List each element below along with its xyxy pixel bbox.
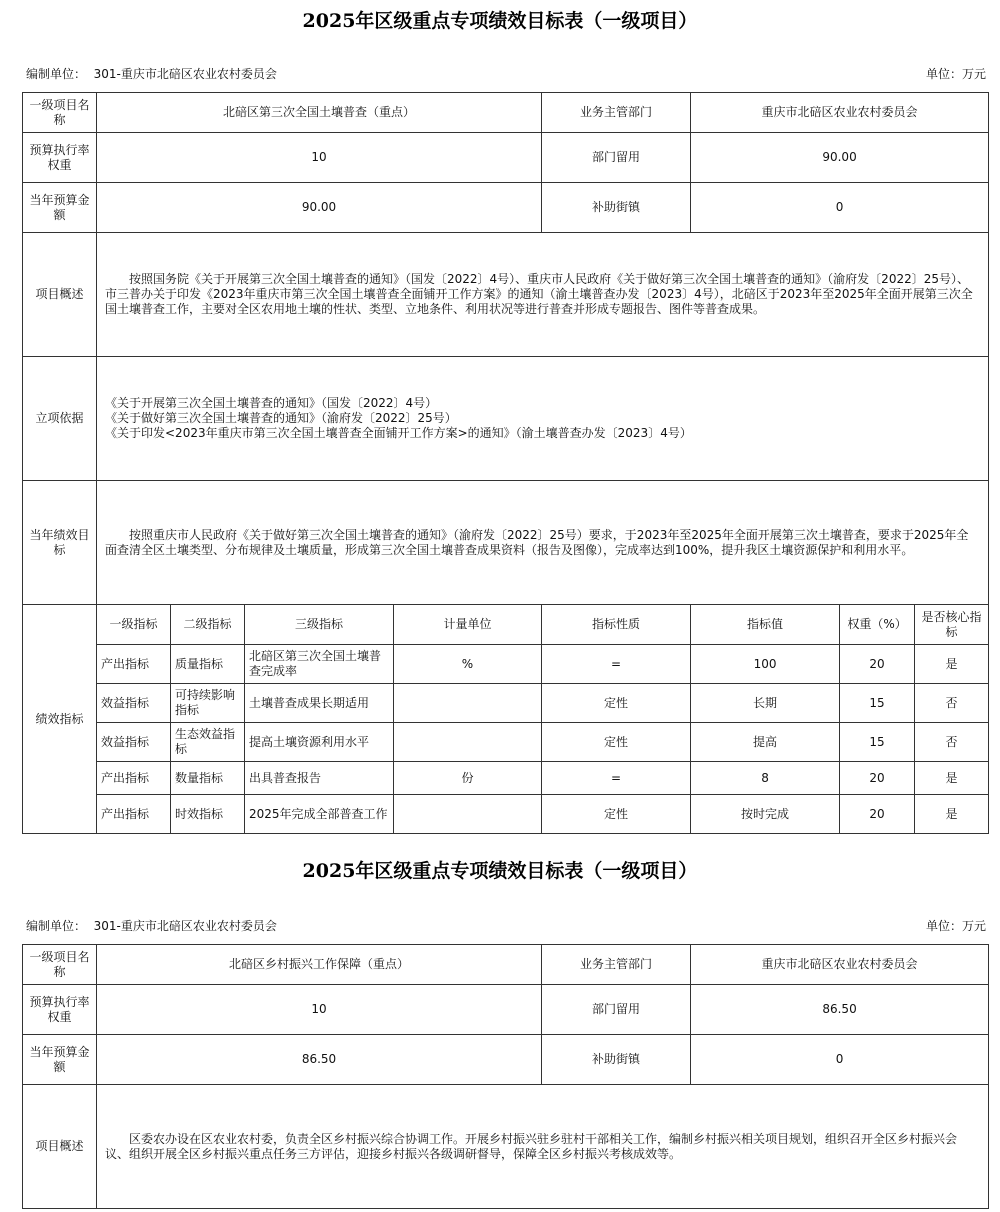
indicators-label: 绩效指标 (23, 605, 97, 834)
reserve-label: 部门留用 (542, 985, 691, 1035)
project-name-value: 北碚区第三次全国土壤普查（重点） (97, 93, 542, 133)
indicator-value: 按时完成 (691, 795, 840, 834)
indicator-header: 权重（%） (840, 605, 915, 645)
indicator-level3: 出具普查报告 (245, 762, 394, 795)
indicator-unit: % (394, 645, 542, 684)
performance-table (22, 92, 989, 834)
indicator-core: 否 (915, 723, 989, 762)
overview-text: 区委农办设在区农业农村委，负责全区乡村振兴综合协调工作。开展乡村振兴驻乡驻村干部相关工作，编制乡村振兴相关项目规划，组织召开全区乡村振兴会议、组织开展全区乡村振兴重点任务三方评估，迎接乡村振兴各级调研督导，保障全区乡村振兴考核成效等。 (97, 1085, 989, 1209)
indicator-value: 长期 (691, 684, 840, 723)
indicator-level2: 质量指标 (171, 645, 245, 684)
indicator-core: 是 (915, 645, 989, 684)
basis-line: 《关于做好第三次全国土壤普查的通知》（渝府发〔2022〕25号） (105, 411, 457, 425)
org-label: 编制单位： (26, 919, 87, 933)
indicator-level2: 可持续影响指标 (171, 684, 245, 723)
indicator-weight: 20 (840, 762, 915, 795)
subsidy-label: 补助街镇 (542, 183, 691, 233)
indicator-value: 100 (691, 645, 840, 684)
unit-label: 单位：万元 (925, 67, 986, 81)
page-title: 2025年区级重点专项绩效目标表（一级项目） (302, 860, 698, 882)
org-value: 301-重庆市北碚区农业农村委员会 (93, 919, 277, 933)
indicator-level1: 产出指标 (97, 762, 171, 795)
meta-line (26, 65, 986, 82)
performance-table (22, 944, 989, 1209)
overview-label: 项目概述 (23, 1085, 97, 1209)
indicator-level3: 北碚区第三次全国土壤普查完成率 (245, 645, 394, 684)
reserve-label: 部门留用 (542, 133, 691, 183)
indicator-weight: 15 (840, 723, 915, 762)
goal-label: 当年绩效目标 (23, 481, 97, 605)
indicator-header: 三级指标 (245, 605, 394, 645)
dept-label: 业务主管部门 (542, 945, 691, 985)
basis-text (97, 357, 989, 481)
indicator-header: 计量单位 (394, 605, 542, 645)
basis-label: 立项依据 (23, 357, 97, 481)
indicator-unit: 份 (394, 762, 542, 795)
budget-value: 86.50 (97, 1035, 542, 1085)
weight-label: 预算执行率权重 (23, 985, 97, 1035)
indicator-nature: 定性 (542, 684, 691, 723)
indicator-unit (394, 684, 542, 723)
indicator-level1: 产出指标 (97, 645, 171, 684)
table-row (23, 645, 989, 684)
indicator-header: 二级指标 (171, 605, 245, 645)
indicator-nature: = (542, 762, 691, 795)
indicator-level3: 提高土壤资源利用水平 (245, 723, 394, 762)
indicator-nature: 定性 (542, 795, 691, 834)
indicator-header: 一级指标 (97, 605, 171, 645)
org-label: 编制单位： (26, 67, 87, 81)
dept-value: 重庆市北碚区农业农村委员会 (691, 945, 989, 985)
indicator-header: 指标值 (691, 605, 840, 645)
table-row (23, 684, 989, 723)
reserve-value: 90.00 (691, 133, 989, 183)
overview-label: 项目概述 (23, 233, 97, 357)
budget-value: 90.00 (97, 183, 542, 233)
indicator-core: 否 (915, 684, 989, 723)
org-value: 301-重庆市北碚区农业农村委员会 (93, 67, 277, 81)
project-name-value: 北碚区乡村振兴工作保障（重点） (97, 945, 542, 985)
indicator-level2: 时效指标 (171, 795, 245, 834)
indicator-level1: 效益指标 (97, 684, 171, 723)
indicator-level1: 产出指标 (97, 795, 171, 834)
indicator-unit (394, 723, 542, 762)
indicator-level2: 生态效益指标 (171, 723, 245, 762)
indicator-weight: 20 (840, 645, 915, 684)
goal-text: 按照重庆市人民政府《关于做好第三次全国土壤普查的通知》（渝府发〔2022〕25号）要求，于2023年至2025年全面开展第三次土壤普查，要求于2025年全面查清全区土壤类型、分布规律及土壤质量，形成第三次全国土壤普查成果资料（报告及图像），完成率达到100%，提升我区土壤资源保护和利用水平。 (97, 481, 989, 605)
indicator-unit (394, 795, 542, 834)
indicator-level2: 数量指标 (171, 762, 245, 795)
dept-label: 业务主管部门 (542, 93, 691, 133)
indicator-header: 指标性质 (542, 605, 691, 645)
page-title: 2025年区级重点专项绩效目标表（一级项目） (302, 10, 698, 32)
indicator-level3: 土壤普查成果长期适用 (245, 684, 394, 723)
indicator-value: 8 (691, 762, 840, 795)
indicator-weight: 15 (840, 684, 915, 723)
indicator-core: 是 (915, 762, 989, 795)
weight-label: 预算执行率权重 (23, 133, 97, 183)
indicator-header: 是否核心指标 (915, 605, 989, 645)
basis-line: 《关于开展第三次全国土壤普查的通知》（国发〔2022〕4号） (105, 396, 438, 410)
indicator-value: 提高 (691, 723, 840, 762)
project-name-label: 一级项目名称 (23, 945, 97, 985)
subsidy-value: 0 (691, 1035, 989, 1085)
dept-value: 重庆市北碚区农业农村委员会 (691, 93, 989, 133)
project-name-label: 一级项目名称 (23, 93, 97, 133)
table-row (23, 723, 989, 762)
subsidy-value: 0 (691, 183, 989, 233)
table-row (23, 795, 989, 834)
indicator-nature: = (542, 645, 691, 684)
unit-label: 单位：万元 (925, 919, 986, 933)
budget-label: 当年预算金额 (23, 1035, 97, 1085)
weight-value: 10 (97, 985, 542, 1035)
indicator-nature: 定性 (542, 723, 691, 762)
subsidy-label: 补助街镇 (542, 1035, 691, 1085)
budget-label: 当年预算金额 (23, 183, 97, 233)
reserve-value: 86.50 (691, 985, 989, 1035)
meta-line (26, 917, 986, 934)
basis-line: 《关于印发<2023年重庆市第三次全国土壤普查全面铺开工作方案>的通知》（渝土壤普查办发〔2023〕4号） (105, 426, 692, 440)
table-row (23, 762, 989, 795)
indicator-weight: 20 (840, 795, 915, 834)
overview-text: 按照国务院《关于开展第三次全国土壤普查的通知》（国发〔2022〕4号）、重庆市人民政府《关于做好第三次全国土壤普查的通知》（渝府发〔2022〕25号）、市三普办关于印发《2023年重庆市第三次全国土壤普查全面铺开工作方案》的通知（渝土壤普查办发〔2023〕4号），北碚区于2023年至2025年全面开展第三次全国土壤普查工作，主要对全区农用地土壤的性状、类型、立地条件、利用状况等进行普查并形成专题报告、图件等普查成果。 (97, 233, 989, 357)
indicator-level3: 2025年完成全部普查工作 (245, 795, 394, 834)
weight-value: 10 (97, 133, 542, 183)
indicator-level1: 效益指标 (97, 723, 171, 762)
indicator-core: 是 (915, 795, 989, 834)
